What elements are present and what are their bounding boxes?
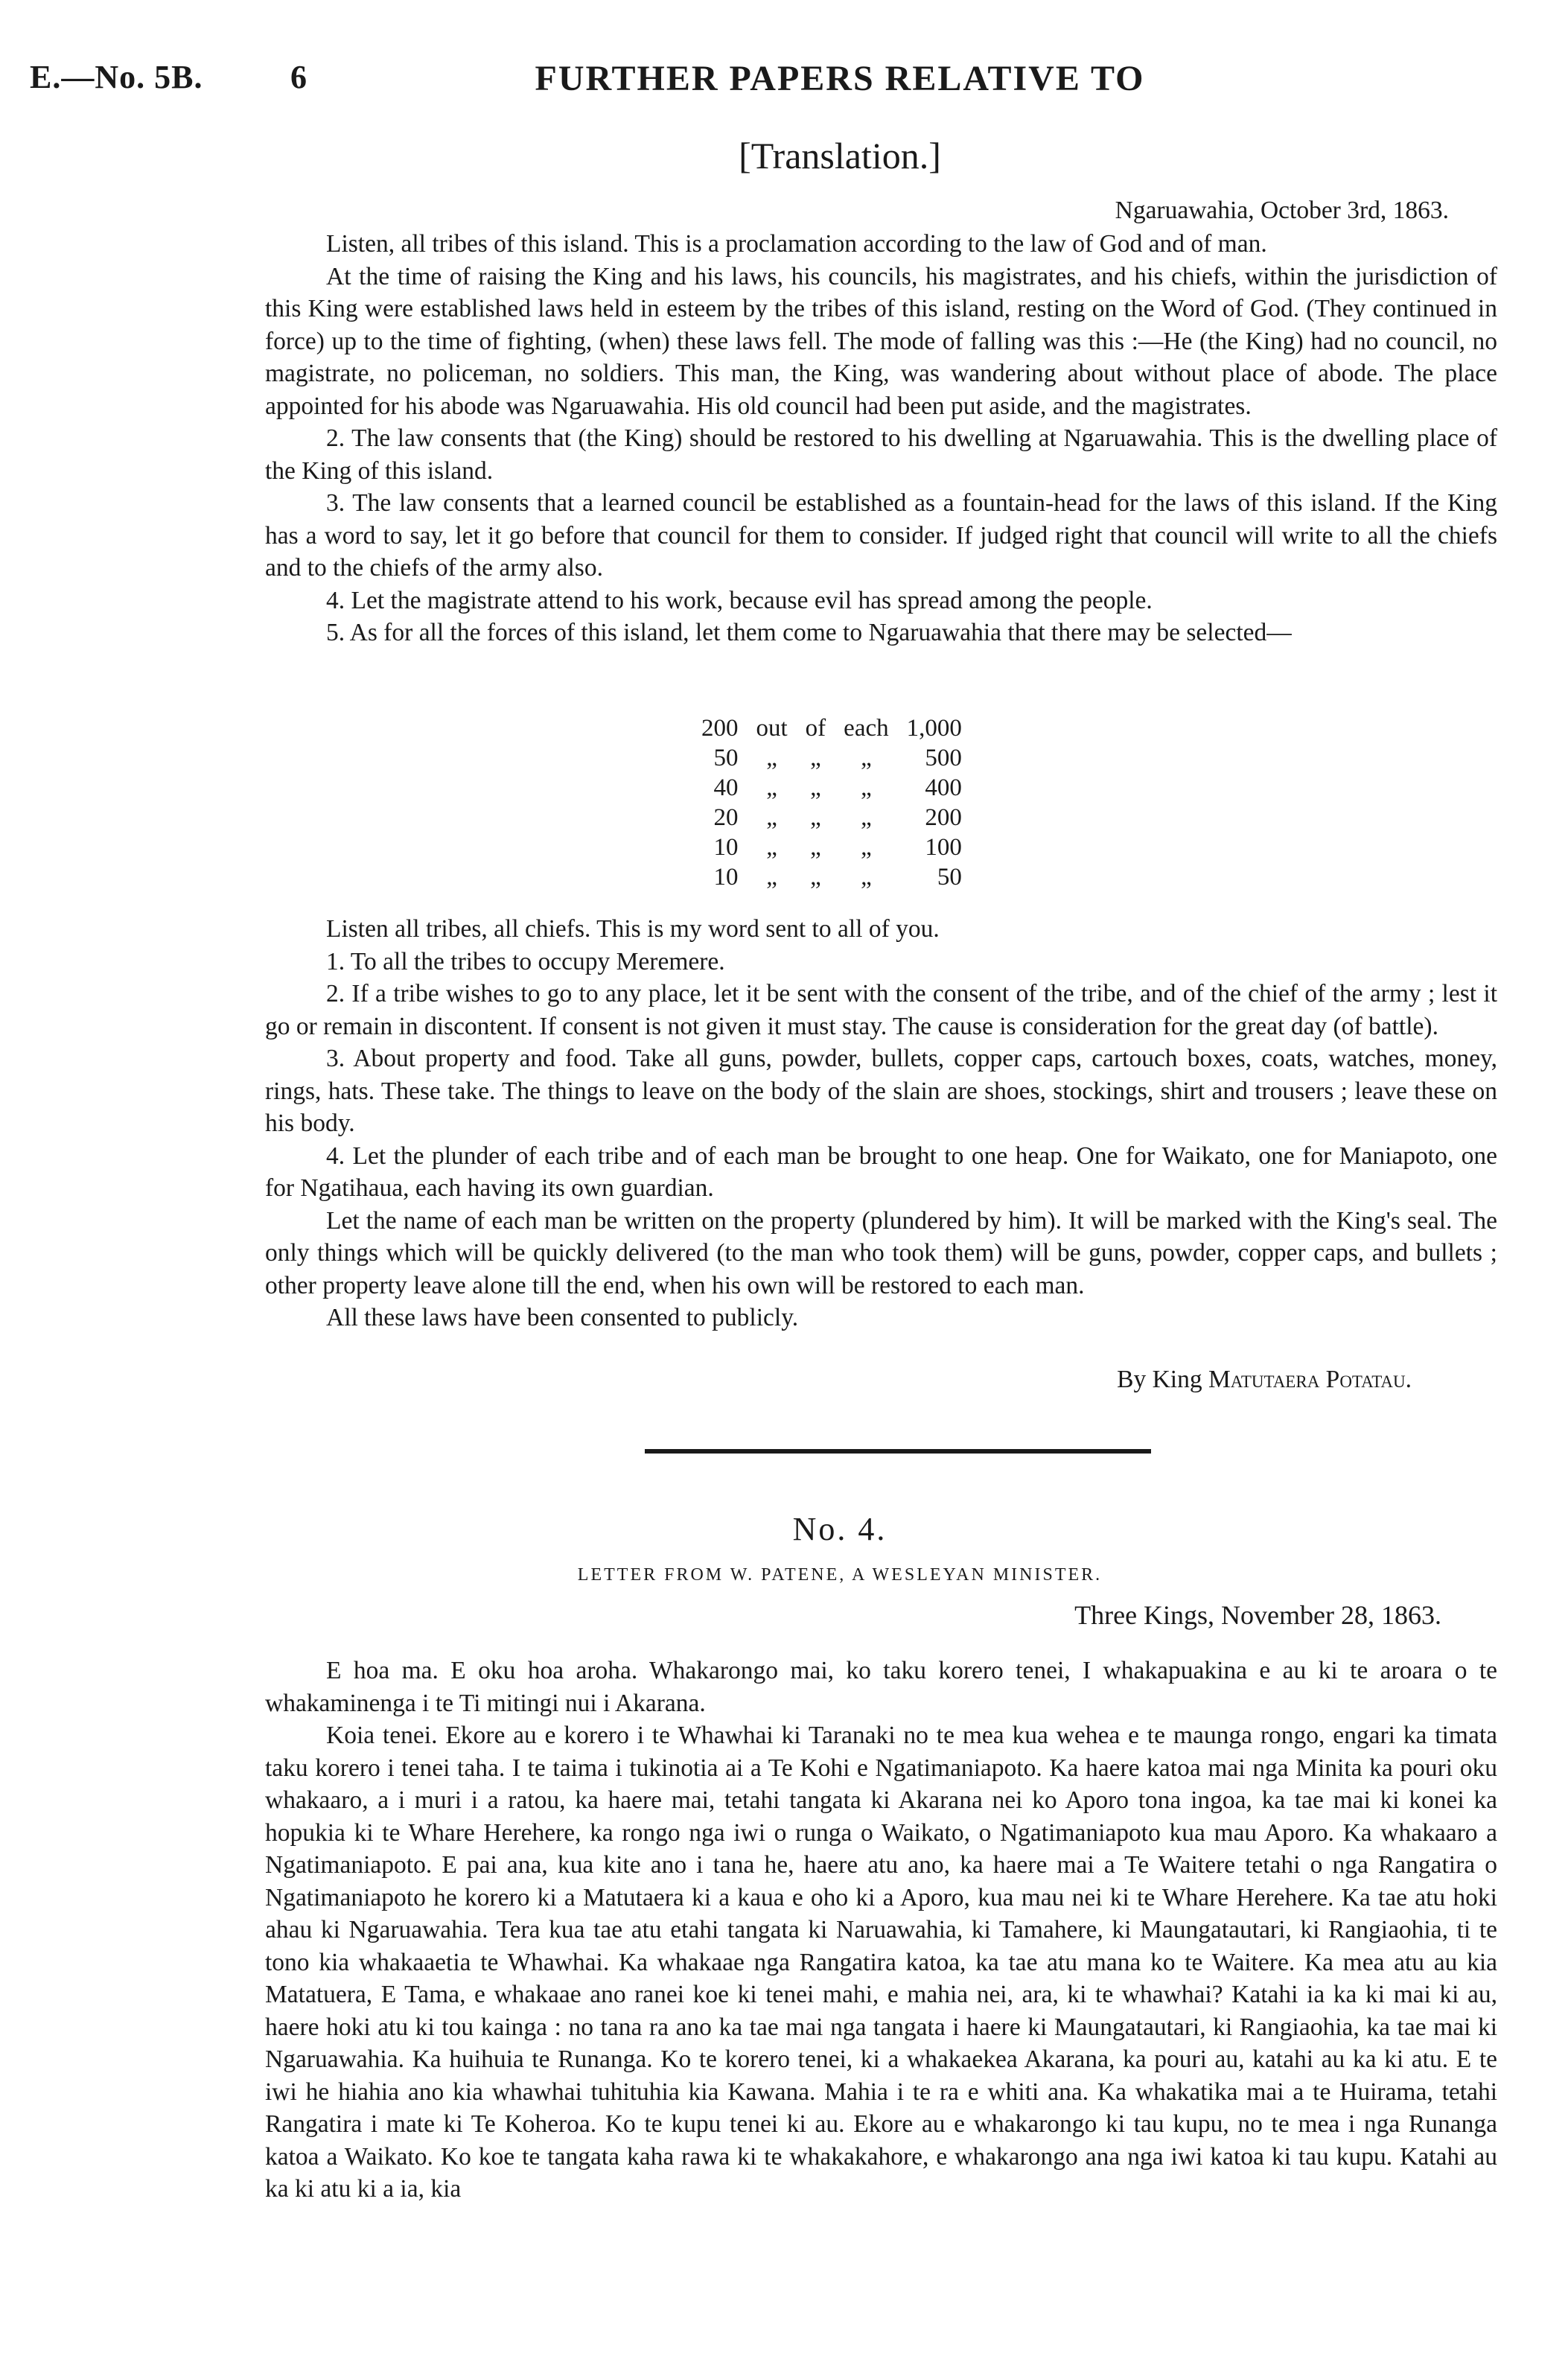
table-cell: 50 <box>937 863 962 891</box>
paragraph: Let the name of each man be written on the property (plundered by him). It will be marked with the King's seal. The only things which will be quickly delivered (to the man who took them) will be guns, powder, copper caps, and bullets ; other property leave alone till the end, when his own will be restored to each man. <box>265 1206 1497 1299</box>
table-cell: 400 <box>925 774 962 801</box>
table-cell: „ <box>861 833 872 861</box>
table-cell: „ <box>861 803 872 831</box>
section-number: No. 4. <box>792 1511 887 1547</box>
letter-heading: LETTER FROM W. PATENE, A WESLEYAN MINISTER. <box>577 1565 1103 1585</box>
paragraph: 4. Let the magistrate attend to his work, because evil has spread among the people. <box>326 586 1153 614</box>
proclamation-body <box>265 228 1497 649</box>
table-cell: 100 <box>925 833 962 861</box>
paragraph: 2. If a tribe wishes to go to any place, let it be sent with the consent of the tribe, and of the chief of the army ; lest it go or remain in discontent. If consent is not given it must stay. The cause is consideration for the great day (of battle). <box>265 980 1497 1040</box>
table-cell: 10 <box>713 863 739 891</box>
table-cell: of <box>805 714 826 742</box>
table-cell: „ <box>861 744 872 771</box>
paragraph: 3. About property and food. Take all guns, powder, bullets, copper caps, cartouch boxes, coats, watches, money, rings, hats. These take. The things to leave on the body of the slain are shoes, stockings, shirt and trousers ; leave these on his body. <box>265 1045 1497 1137</box>
table-cell: 1,000 <box>906 714 962 742</box>
table-cell: 200 <box>701 714 739 742</box>
table-cell: each <box>844 714 889 742</box>
table-cell: „ <box>766 803 777 831</box>
paragraph: 2. The law consents that (the King) should be restored to his dwelling at Ngaruawahia. This is the dwelling place of the King of this island. <box>265 424 1497 485</box>
table-row <box>692 803 971 832</box>
signoff-prefix: By King <box>1117 1366 1202 1393</box>
letter-dateline: Three Kings, November 28, 1863. <box>1074 1600 1441 1630</box>
table-cell: „ <box>766 774 777 801</box>
paragraph: Listen all tribes, all chiefs. This is my word sent to all of you. <box>326 915 940 943</box>
signoff-name: Matutaera Potatau. <box>1208 1366 1412 1393</box>
table-cell: 500 <box>925 744 962 771</box>
paragraph: 3. The law consents that a learned council be established as a fountain-head for the laws of this island. If the King has a word to say, let it go before that council for them to consider. If judged right that council will write to all the chiefs and to the chiefs of the army also. <box>265 489 1497 582</box>
header-title: FURTHER PAPERS RELATIVE TO <box>535 59 1145 98</box>
proclamation-body-continued <box>265 913 1497 1334</box>
running-header <box>30 58 1538 103</box>
table-row <box>692 743 971 773</box>
table-cell: „ <box>766 744 777 771</box>
table-cell: 200 <box>925 803 962 831</box>
paragraph: At the time of raising the King and his laws, his councils, his magistrates, and his chiefs, within the jurisdiction of this King were established laws held in esteem by the tribes of this island, resting on the Word of God. (They continued in force) up to the time of fighting, (when) these laws fell. The mode of falling was this :—He (the King) had no council, no magistrate, no policeman, no soldiers. This man, the King, was wandering about without place of abode. The place appointed for his abode was Ngaruawahia. His old council had been put aside, and the magistrates. <box>265 262 1497 420</box>
table-cell: „ <box>766 863 777 891</box>
paragraph: 1. To all the tribes to occupy Meremere. <box>326 947 725 975</box>
table-row <box>692 832 971 862</box>
paragraph: E hoa ma. E oku hoa aroha. Whakarongo mai, ko taku korero tenei, I whakapuakina e au ki te aroara o te whakaminenga i te Ti mitingi nui i Akarana. <box>265 1657 1497 1717</box>
table-row <box>692 713 971 743</box>
section-divider <box>645 1449 1151 1454</box>
table-cell: „ <box>810 833 821 861</box>
paragraph: All these laws have been consented to publicly. <box>326 1304 799 1331</box>
signature-line <box>1117 1366 1412 1394</box>
paragraph: 5. As for all the forces of this island, let them come to Ngaruawahia that there may be selected— <box>326 619 1292 646</box>
table-cell: 40 <box>713 774 739 801</box>
letter-body <box>265 1655 1497 2206</box>
translation-heading: [Translation.] <box>739 135 941 176</box>
table-cell: „ <box>810 774 821 801</box>
table-cell: „ <box>810 803 821 831</box>
table-cell: 50 <box>713 744 739 771</box>
paragraph: 4. Let the plunder of each tribe and of each man be brought to one heap. One for Waikato, one for Maniapoto, one for Ngatihaua, each having its own guardian. <box>265 1142 1497 1202</box>
table-cell: „ <box>861 774 872 801</box>
selection-table <box>692 713 971 892</box>
table-cell: „ <box>810 744 821 771</box>
proclamation-dateline: Ngaruawahia, October 3rd, 1863. <box>1115 197 1449 224</box>
table-cell: „ <box>810 863 821 891</box>
table-cell: 10 <box>713 833 739 861</box>
paragraph: Koia tenei. Ekore au e korero i te Whawhai ki Taranaki no te mea kua wehea e te maunga rongo, engari ka timata taku korero i tenei taha. I te taima i tukinotia ai a Te Kohi e Ngatimaniapoto. Ka haere katoa mai nga Minita ka pouri oku whakaaro, a i muri i a ratou, ka haere mai, tetahi tangata ki Akarana nei ko Aporo tona ingoa, ka tae mai ki konei ka hopukia ki te Whare Herehere, ka rongo nga iwi o runga o Waikato, o Ngatimaniapoto kua mau Aporo. Ka whakaaro a Ngatimaniapoto. E pai ana, kua kite ano i tana he, haere atu ano, ka haere mai a Te Waitere tetahi o nga Rangatira o Ngatimaniapoto he korero ki a Matutaera ki a kaua e oho ki a Aporo, kua mau nei ki te Whare Herehere. Ka tae atu hoki ahau ki Ngaruawahia. Tera kua tae atu etahi tangata ki Naruawahia, ki Tamahere, ki Maungatautari, ki Rangiaohia, ti te tono kia whakaaetia te Whawhai. Ka whakaae nga Rangatira katoa, ka tae atu mana ko te Waitere. Ka mea atu au kia Matatuera, E Tama, e whakaae ano ranei koe ki tenei mahi, e mahia nei, ara, ki te whawhai? Katahi ia ka ki mai ki au, haere hoki atu ki tou kainga : no tana ra ano ka tae mai nga tangata i haere ki Maungatautari, ki Rangiaohia, ka tae mai ki Ngaruawahia. Ka huihuia te Runanga. Ko te korero tenei, ki a whakaekea Akarana, ka pouri au, katahi au ka ki atu. E te iwi he hiahia ano kia whawhai tuhituhia kia Kawana. Mahia i te ra e whiti ana. Ka whakatika mai a te Huirama, tetahi Rangatira i mate ki Te Koheroa. Ko te kupu tenei ki au. Ekore au e whakarongo ki tau kupu, no te mea i nga Runanga katoa a Waikato. Ko koe te tangata kaha rawa ki te whakakahore, e whakarongo ana nga iwi katoa ki tau kupu. Katahi au ka ki atu ki a ia, kia <box>265 1722 1497 2203</box>
table-cell: out <box>756 714 788 742</box>
document-id: E.—No. 5B. <box>30 59 203 95</box>
table-row <box>692 862 971 892</box>
table-cell: „ <box>861 863 872 891</box>
page-number: 6 <box>290 59 307 95</box>
paragraph: Listen, all tribes of this island. This is a proclamation according to the law of God and of man. <box>326 230 1267 258</box>
table-cell: 20 <box>713 803 739 831</box>
table-cell: „ <box>766 833 777 861</box>
table-row <box>692 773 971 803</box>
